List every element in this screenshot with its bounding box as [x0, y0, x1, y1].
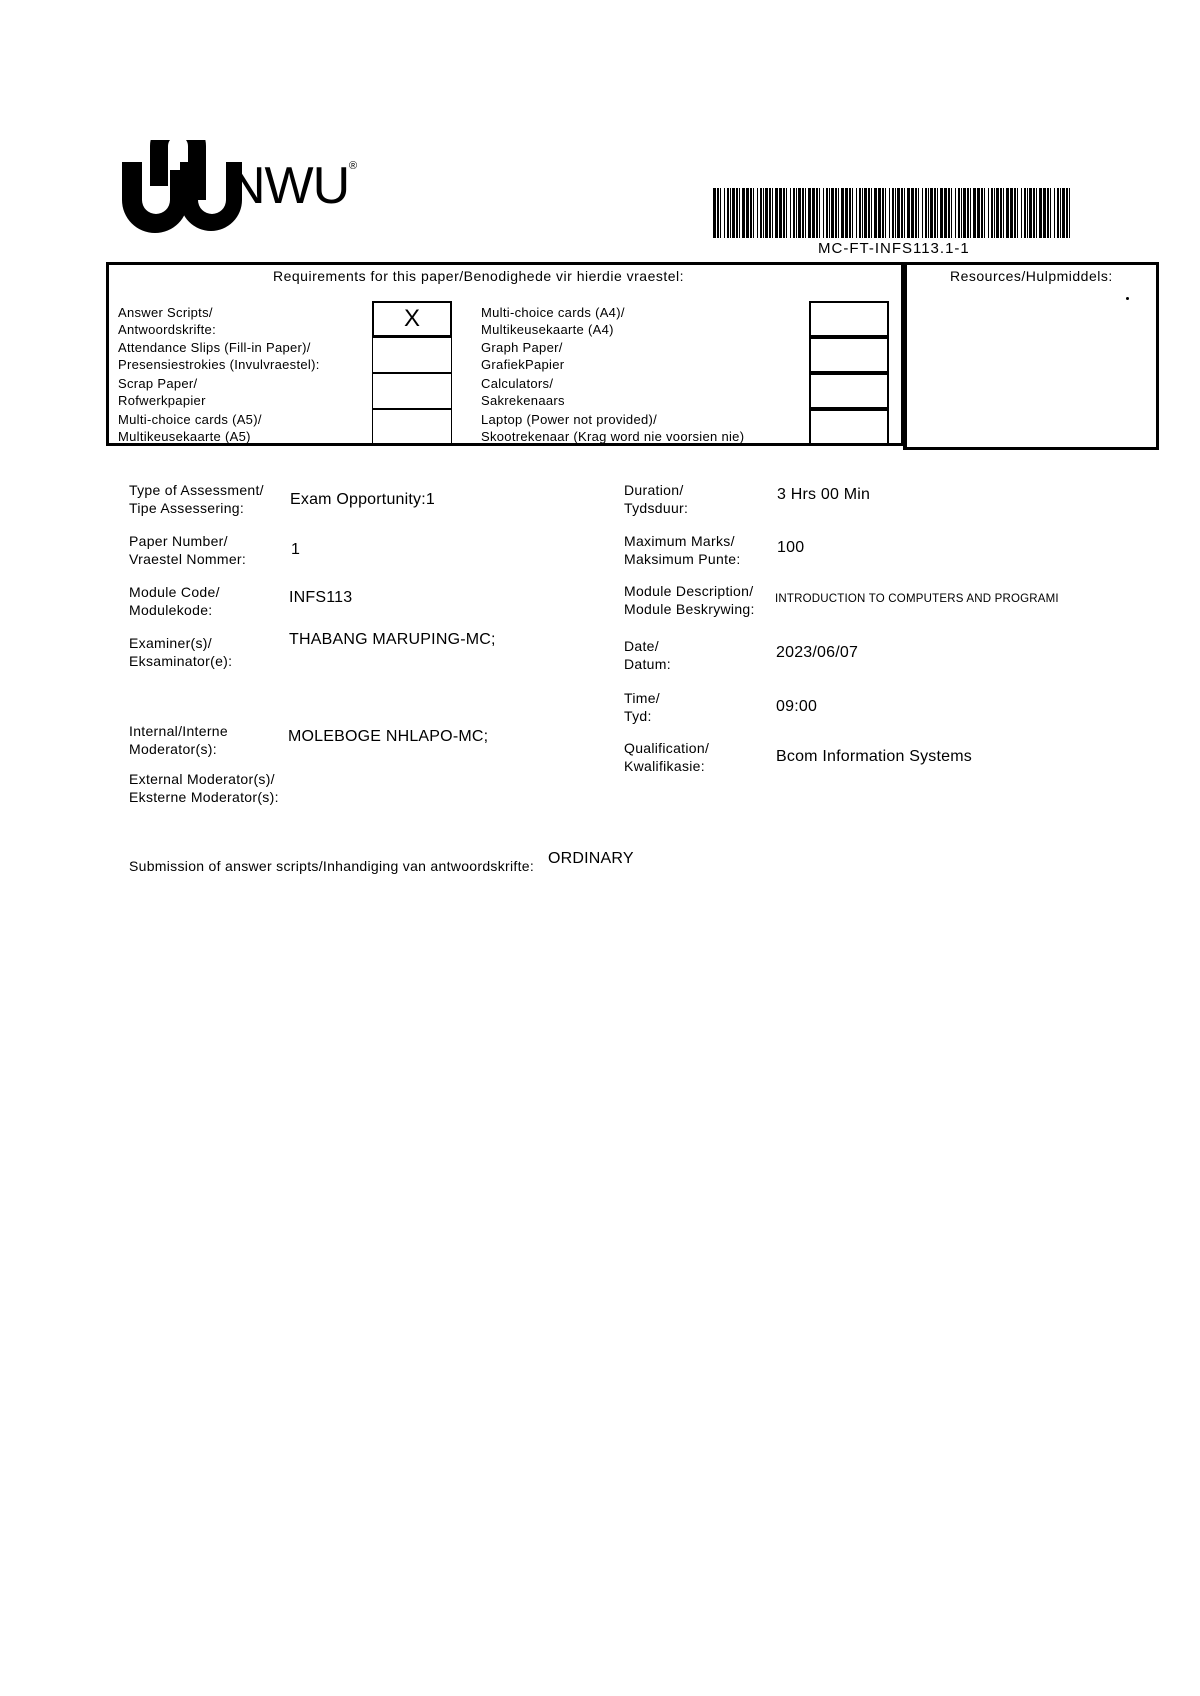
- barcode-bar: [918, 188, 919, 238]
- barcode-bar: [816, 188, 818, 238]
- mc-cards-a4-checkbox: [809, 301, 889, 337]
- barcode-bar: [934, 188, 936, 238]
- barcode-bar: [730, 188, 731, 238]
- barcode-bar: [1017, 188, 1018, 238]
- barcode-bar: [958, 188, 960, 238]
- barcode-bar: [845, 188, 848, 238]
- module-code-value: INFS113: [289, 589, 353, 606]
- barcode-bar: [769, 188, 771, 238]
- barcode-bar: [1043, 188, 1046, 238]
- duration-label: Duration/ Tydsduur:: [624, 482, 689, 516]
- module-description-label: Module Description/ Module Beskrywing:: [624, 583, 755, 617]
- barcode-bar: [720, 188, 721, 238]
- submission-label: Submission of answer scripts/Inhandiging van antwoordskrifte:: [129, 858, 535, 874]
- req-scrap-paper: Scrap Paper/ Rofwerkpapier: [118, 376, 206, 408]
- external-moderator-label: External Moderator(s)/ Eksterne Moderator(s):: [129, 771, 279, 805]
- barcode-bar: [988, 188, 989, 238]
- barcode-bar: [1014, 188, 1016, 238]
- barcode-bar: [878, 188, 881, 238]
- barcode-bar: [841, 188, 844, 238]
- barcode-bar: [856, 188, 857, 238]
- barcode-bar: [1060, 188, 1061, 238]
- barcode-bar: [775, 188, 778, 238]
- barcode-bar: [753, 188, 754, 238]
- barcode-bar: [961, 188, 962, 238]
- barcode-bar: [739, 188, 740, 238]
- barcode-bar: [996, 188, 999, 238]
- barcode-bar: [727, 188, 729, 238]
- req-attendance-slips: Attendance Slips (Fill-in Paper)/ Presensiestrokies (Invulvraestel):: [118, 340, 320, 372]
- barcode-bar: [819, 188, 820, 238]
- barcode-bar: [868, 188, 870, 238]
- barcode-bar: [1033, 188, 1035, 238]
- barcode-bar: [1069, 188, 1070, 238]
- resources-box: [903, 262, 1159, 450]
- barcode-bar: [897, 188, 900, 238]
- barcode-bar: [829, 188, 830, 238]
- barcode-bar: [977, 188, 980, 238]
- barcode-bar: [835, 188, 837, 238]
- barcode-bar: [925, 188, 927, 238]
- barcode-bar: [991, 188, 993, 238]
- barcode-bar: [796, 188, 797, 238]
- resources-title: Resources/Hulpmiddels:: [950, 268, 1113, 284]
- barcode-bar: [1003, 188, 1004, 238]
- barcode-bar: [944, 188, 947, 238]
- barcode-bar: [930, 188, 933, 238]
- req-calculators: Calculators/ Sakrekenaars: [481, 376, 565, 408]
- req-mc-cards-a4: Multi-choice cards (A4)/ Multikeusekaarte (A4): [481, 305, 625, 337]
- req-mc-cards-a5: Multi-choice cards (A5)/ Multikeusekaarte (A5): [118, 412, 262, 444]
- logo-wordmark: NWU: [228, 157, 350, 215]
- barcode-bar: [1062, 188, 1065, 238]
- barcode-bar: [760, 188, 762, 238]
- barcode-bar: [724, 188, 725, 238]
- barcode-bar: [736, 188, 738, 238]
- barcode-bar: [713, 188, 716, 238]
- calculators-checkbox: [809, 373, 889, 409]
- barcode-bar: [859, 188, 861, 238]
- barcode-bar: [1050, 188, 1051, 238]
- barcode-bar: [765, 188, 768, 238]
- qualification-value: Bcom Information Systems: [776, 748, 972, 765]
- barcode-bar: [984, 188, 985, 238]
- req-graph-paper: Graph Paper/ GrafiekPapier: [481, 340, 565, 372]
- examiner-value: THABANG MARUPING-MC;: [289, 631, 496, 648]
- barcode-bar: [907, 188, 910, 238]
- module-description-value: INTRODUCTION TO COMPUTERS AND PROGRAMI: [775, 593, 1059, 605]
- answer-scripts-checkbox: X: [372, 301, 452, 337]
- barcode-bar: [948, 188, 950, 238]
- internal-moderator-label: Internal/Interne Moderator(s):: [129, 723, 228, 757]
- barcode-bar: [862, 188, 863, 238]
- date-label: Date/ Datum:: [624, 638, 671, 672]
- duration-value: 3 Hrs 00 Min: [777, 486, 871, 503]
- resources-dot: [1126, 297, 1129, 300]
- barcode-bar: [1039, 188, 1042, 238]
- barcode-bar: [981, 188, 983, 238]
- barcode-bar: [838, 188, 839, 238]
- barcode-bar: [1000, 188, 1002, 238]
- time-label: Time/ Tyd:: [624, 690, 660, 724]
- barcode-bar: [955, 188, 956, 238]
- barcode-bar: [928, 188, 929, 238]
- barcode-bar: [779, 188, 782, 238]
- barcode-bar: [882, 188, 884, 238]
- barcode-bar: [849, 188, 851, 238]
- barcode-bar: [746, 188, 749, 238]
- barcode-bar: [1021, 188, 1022, 238]
- barcode-bar: [772, 188, 773, 238]
- barcode-bar: [864, 188, 867, 238]
- barcode-bar: [717, 188, 719, 238]
- barcode-bar: [911, 188, 914, 238]
- barcode-bar: [1054, 188, 1055, 238]
- attendance-slips-checkbox: [372, 337, 452, 373]
- barcode-bar: [967, 188, 969, 238]
- barcode-bar: [802, 188, 804, 238]
- barcode-bar: [732, 188, 735, 238]
- barcode-bar: [874, 188, 877, 238]
- barcode-bar: [786, 188, 787, 238]
- barcode-bar: [1027, 188, 1028, 238]
- barcode-bar: [885, 188, 886, 238]
- barcode-bar: [922, 188, 923, 238]
- barcode-bar: [1006, 188, 1009, 238]
- mc-cards-a5-checkbox: [372, 409, 452, 445]
- barcode-bar: [793, 188, 795, 238]
- req-answer-scripts: Answer Scripts/ Antwoordskrifte:: [118, 305, 217, 337]
- barcode-bar: [823, 188, 824, 238]
- barcode-bar: [1057, 188, 1059, 238]
- barcode-code: MC-FT-INFS113.1-1: [818, 240, 970, 257]
- qualification-label: Qualification/ Kwalifikasie:: [624, 740, 710, 774]
- type-value: Exam Opportunity:1: [290, 491, 435, 508]
- submission-value: ORDINARY: [548, 850, 634, 867]
- barcode-bar: [826, 188, 828, 238]
- barcode-bar: [742, 188, 745, 238]
- max-marks-label: Maximum Marks/ Maksimum Punte:: [624, 533, 741, 567]
- barcode-bar: [783, 188, 785, 238]
- registered-mark: ®: [349, 160, 358, 172]
- barcode-bar: [901, 188, 903, 238]
- paper-number-label: Paper Number/ Vraestel Nommer:: [129, 533, 247, 567]
- barcode-bar: [1024, 188, 1026, 238]
- barcode-bar: [831, 188, 834, 238]
- graph-paper-checkbox: [809, 337, 889, 373]
- barcode-bar: [940, 188, 943, 238]
- barcode-bar: [1010, 188, 1013, 238]
- barcode-bar: [798, 188, 801, 238]
- barcode-bar: [1029, 188, 1032, 238]
- internal-moderator-value: MOLEBOGE NHLAPO-MC;: [288, 728, 489, 745]
- barcode-bar: [889, 188, 890, 238]
- laptop-checkbox: [809, 409, 889, 445]
- requirements-title: Requirements for this paper/Benodighede vir hierdie vraestel:: [273, 268, 685, 284]
- barcode-bar: [1036, 188, 1037, 238]
- type-label: Type of Assessment/ Tipe Assessering:: [129, 482, 264, 516]
- barcode-bar: [808, 188, 811, 238]
- req-laptop: Laptop (Power not provided)/ Skootrekenaar (Krag word nie voorsien nie): [481, 412, 745, 444]
- barcode-bar: [1066, 188, 1068, 238]
- barcode-bar: [937, 188, 938, 238]
- barcode-bar: [805, 188, 806, 238]
- barcode-bar: [973, 188, 976, 238]
- barcode-bar: [994, 188, 995, 238]
- barcode-bar: [963, 188, 966, 238]
- barcode-bar: [852, 188, 853, 238]
- paper-number-value: 1: [291, 541, 301, 558]
- barcode-bar: [892, 188, 894, 238]
- barcode-bar: [757, 188, 758, 238]
- barcode: [713, 188, 1073, 238]
- barcode-bar: [763, 188, 764, 238]
- barcode-bar: [915, 188, 917, 238]
- scrap-paper-checkbox: [372, 373, 452, 409]
- barcode-bar: [790, 188, 791, 238]
- examiner-label: Examiner(s)/ Eksaminator(e):: [129, 635, 233, 669]
- barcode-bar: [871, 188, 872, 238]
- date-value: 2023/06/07: [776, 644, 859, 661]
- barcode-bar: [1047, 188, 1049, 238]
- barcode-bar: [970, 188, 971, 238]
- barcode-bar: [904, 188, 905, 238]
- barcode-bar: [951, 188, 952, 238]
- barcode-bar: [750, 188, 752, 238]
- barcode-bar: [895, 188, 896, 238]
- barcode-bar: [812, 188, 815, 238]
- max-marks-value: 100: [777, 539, 805, 556]
- time-value: 09:00: [776, 698, 818, 715]
- module-code-label: Module Code/ Modulekode:: [129, 584, 220, 618]
